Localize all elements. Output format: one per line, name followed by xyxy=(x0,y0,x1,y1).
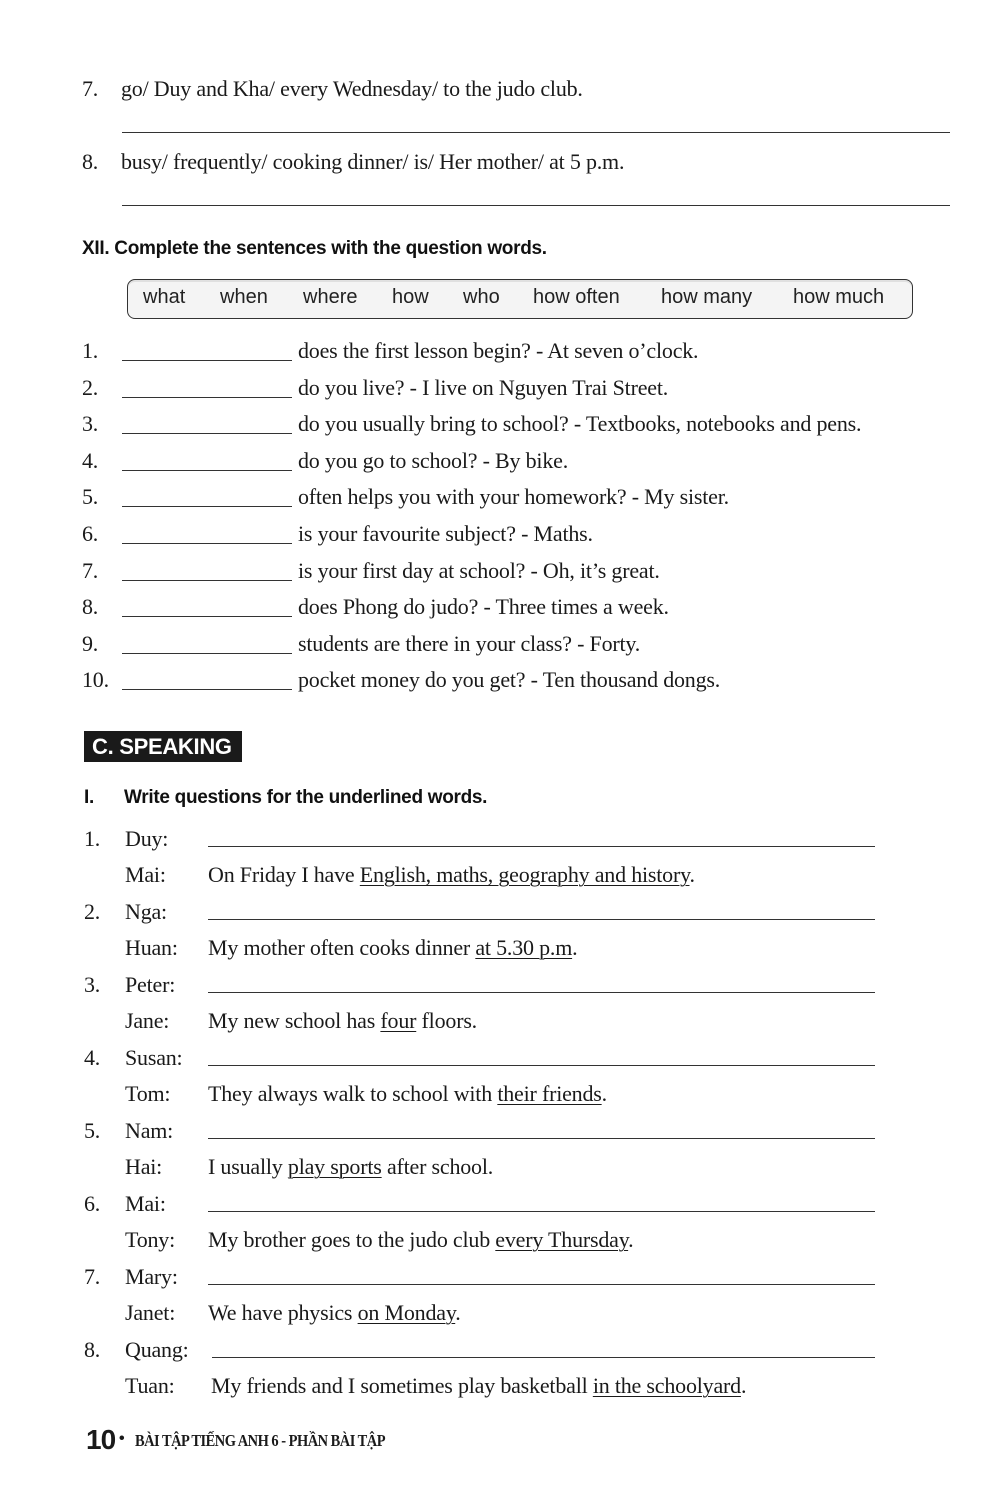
question-answer-line[interactable] xyxy=(208,992,875,993)
answer-text: My new school has xyxy=(208,1008,381,1033)
question-answer-line[interactable] xyxy=(212,1357,875,1358)
answer-line[interactable] xyxy=(122,205,950,206)
item-number: 4. xyxy=(82,448,99,473)
underlined-words: in the schoolyard xyxy=(592,1373,741,1398)
asker-name: Nga: xyxy=(125,899,167,924)
item-number: 9. xyxy=(82,631,99,656)
answerer-name: Tom: xyxy=(125,1081,171,1106)
item-prompt: go/ Duy and Kha/ every Wednesday/ to the judo club. xyxy=(121,76,583,101)
asker-name: Duy: xyxy=(125,826,169,851)
item-text: students are there in your class? - Forty. xyxy=(298,631,641,656)
exercise-number: I. xyxy=(84,787,94,808)
item-number: 4. xyxy=(84,1045,101,1070)
answer-text: My brother goes to the judo club xyxy=(208,1227,496,1252)
item-number: 7. xyxy=(82,76,99,101)
answer-sentence xyxy=(208,935,577,961)
question-answer-line[interactable] xyxy=(208,919,875,920)
fill-blank[interactable] xyxy=(122,616,292,617)
item-text: does the first lesson begin? - At seven o’clock. xyxy=(298,338,699,363)
answer-text: My mother often cooks dinner xyxy=(208,935,476,960)
word-bank-item: who xyxy=(463,286,500,308)
item-text: do you go to school? - By bike. xyxy=(298,448,568,473)
item-number: 6. xyxy=(82,521,99,546)
answer-sentence xyxy=(208,1081,607,1107)
answerer-name: Huan: xyxy=(125,935,178,960)
question-answer-line[interactable] xyxy=(208,1065,875,1066)
underlined-words: four xyxy=(380,1008,417,1033)
fill-blank[interactable] xyxy=(122,506,292,507)
answer-text: . xyxy=(628,1227,634,1252)
answer-sentence xyxy=(208,1300,461,1326)
item-text: is your first day at school? - Oh, it’s great. xyxy=(298,558,660,583)
page-number: 10 xyxy=(86,1424,116,1455)
answerer-name: Tony: xyxy=(125,1227,176,1252)
answerer-name: Hai: xyxy=(125,1154,163,1179)
answer-sentence xyxy=(208,862,695,888)
question-answer-line[interactable] xyxy=(208,1138,875,1139)
answer-sentence xyxy=(208,1008,477,1034)
answerer-name: Janet: xyxy=(125,1300,176,1325)
item-number: 2. xyxy=(84,899,101,924)
asker-name: Quang: xyxy=(125,1337,189,1362)
asker-name: Mai: xyxy=(125,1191,166,1216)
fill-blank[interactable] xyxy=(122,689,292,690)
underlined-words: English, maths, geography and history xyxy=(359,862,690,887)
word-bank-item: when xyxy=(220,286,268,308)
answer-text: We have physics xyxy=(208,1300,358,1325)
question-answer-line[interactable] xyxy=(208,1284,875,1285)
asker-name: Susan: xyxy=(125,1045,183,1070)
item-number: 8. xyxy=(82,594,99,619)
question-answer-line[interactable] xyxy=(208,846,875,847)
underlined-words: play sports xyxy=(287,1154,382,1179)
answer-text: . xyxy=(689,862,695,887)
exercise-heading: Write questions for the underlined words. xyxy=(124,787,488,808)
answer-text: . xyxy=(455,1300,461,1325)
answer-text: I usually xyxy=(208,1154,288,1179)
item-text: does Phong do judo? - Three times a week. xyxy=(298,594,669,619)
answerer-name: Tuan: xyxy=(125,1373,175,1398)
answer-sentence xyxy=(208,1154,493,1180)
asker-name: Nam: xyxy=(125,1118,174,1143)
item-number: 3. xyxy=(84,972,101,997)
word-bank-item: how many xyxy=(661,286,753,308)
item-number: 8. xyxy=(82,149,99,174)
item-text: is your favourite subject? - Maths. xyxy=(298,521,593,546)
answerer-name: Jane: xyxy=(125,1008,170,1033)
answer-text: They always walk to school with xyxy=(208,1081,498,1106)
word-bank-item: where xyxy=(303,286,358,308)
underlined-words: on Monday xyxy=(357,1300,456,1325)
fill-blank[interactable] xyxy=(122,360,292,361)
item-number: 5. xyxy=(82,484,99,509)
item-number: 1. xyxy=(84,826,101,851)
fill-blank[interactable] xyxy=(122,580,292,581)
underlined-words: at 5.30 p.m xyxy=(475,935,573,960)
item-number: 2. xyxy=(82,375,99,400)
answer-text: floors. xyxy=(416,1008,477,1033)
item-number: 7. xyxy=(84,1264,101,1289)
answer-text: My friends and I sometimes play basketball xyxy=(211,1373,593,1398)
item-text: pocket money do you get? - Ten thousand dongs. xyxy=(298,667,721,692)
answer-text: . xyxy=(601,1081,607,1106)
fill-blank[interactable] xyxy=(122,397,292,398)
word-bank-item: how much xyxy=(793,286,885,308)
word-bank-item: how often xyxy=(533,286,620,308)
exercise-heading: XII. Complete the sentences with the question words. xyxy=(82,238,547,259)
item-text: do you live? - I live on Nguyen Trai Street. xyxy=(298,375,669,400)
answer-text: On Friday I have xyxy=(208,862,360,887)
word-bank-item: how xyxy=(392,286,429,308)
item-number: 8. xyxy=(84,1337,101,1362)
item-text: do you usually bring to school? - Textbooks, notebooks and pens. xyxy=(298,411,862,436)
item-number: 5. xyxy=(84,1118,101,1143)
item-number: 6. xyxy=(84,1191,101,1216)
item-prompt: busy/ frequently/ cooking dinner/ is/ Her mother/ at 5 p.m. xyxy=(121,149,625,174)
footer-bullet: • xyxy=(119,1430,125,1447)
book-title: BÀI TẬP TIẾNG ANH 6 - PHẦN BÀI TẬP xyxy=(135,1431,386,1450)
answer-text: . xyxy=(572,935,578,960)
item-number: 3. xyxy=(82,411,99,436)
underlined-words: their friends xyxy=(497,1081,602,1106)
item-number: 7. xyxy=(82,558,99,583)
fill-blank[interactable] xyxy=(122,653,292,654)
answer-sentence xyxy=(211,1373,746,1399)
answer-text: after school. xyxy=(381,1154,494,1179)
word-bank-item: what xyxy=(143,286,186,308)
fill-blank[interactable] xyxy=(122,433,292,434)
answerer-name: Mai: xyxy=(125,862,166,887)
section-label: C. SPEAKING xyxy=(84,731,242,762)
item-text: often helps you with your homework? - My sister. xyxy=(298,484,729,509)
answer-sentence xyxy=(208,1227,633,1253)
question-answer-line[interactable] xyxy=(208,1211,875,1212)
asker-name: Peter: xyxy=(125,972,176,997)
item-number: 10. xyxy=(82,667,109,692)
answer-text: . xyxy=(740,1373,747,1398)
item-number: 1. xyxy=(82,338,99,363)
fill-blank[interactable] xyxy=(122,543,292,544)
answer-line[interactable] xyxy=(122,132,950,133)
fill-blank[interactable] xyxy=(122,470,292,471)
underlined-words: every Thursday xyxy=(495,1227,629,1252)
asker-name: Mary: xyxy=(125,1264,178,1289)
